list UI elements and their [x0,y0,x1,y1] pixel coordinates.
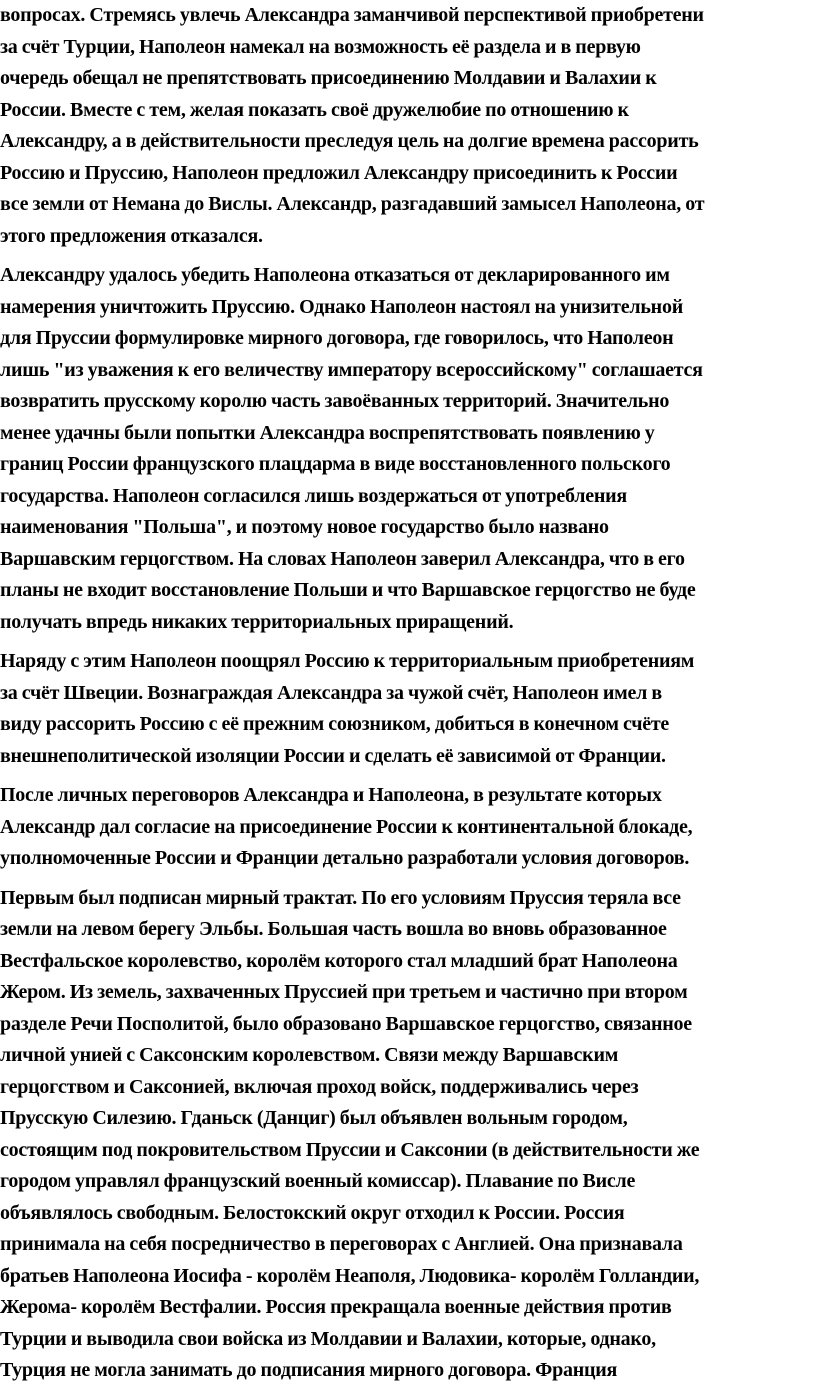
text-line: Жером. Из земель, захваченных Пруссией при третьем и частично при втором [0,981,688,1003]
text-line: России. Вместе с тем, желая показать своё дружелюбие по отношению к [0,98,629,121]
text-line: для Пруссии формулировке мирного договора, где говорилось, что Наполеон [0,327,674,349]
text-line: братьев Наполеона Иосифа - королём Неаполя, Людовика- королём Голландии, [0,1264,700,1287]
text-line: очередь обещал не препятствовать присоединению Молдавии и Валахии к [0,67,657,89]
text-line: этого предложения отказался. [0,224,263,247]
text-line: Александру удалось убедить Наполеона отказаться от декларированного им [0,264,670,286]
paragraph-2 [0,260,816,638]
text-line: намерения уничтожить Пруссию. Однако Наполеон настоял на унизительной [0,295,683,318]
text-line: Варшавским герцогством. На словах Наполеон заверил Александра, что в его [0,547,685,570]
paragraph-1 [0,0,816,252]
text-line: состоящим под покровительством Пруссии и Саксонии (в действительности же [0,1138,700,1161]
text-line: После личных переговоров Александра и Наполеона, в результате которых [0,784,662,806]
text-line: государства. Наполеон согласился лишь воздержаться от употребления [0,484,627,507]
text-line: планы не входит восстановление Польши и что Варшавское герцогство не буде [0,579,696,601]
text-line: за счёт Турции, Наполеон намекал на возможность её раздела и в первую [0,35,641,58]
text-line: Россию и Пруссию, Наполеон предложил Александру присоединить к России [0,161,678,184]
text-line: Вестфальское королевство, королём которого стал младший брат Наполеона [0,949,678,972]
text-line: внешнеполитической изоляции России и сделать её зависимой от Франции. [0,744,666,767]
text-line: объявлялось свободным. Белостокский округ отходил к России. Россия [0,1201,625,1224]
text-line: Первым был подписан мирный трактат. По его условиям Пруссия теряла все [0,886,681,909]
text-line: возвратить прусскому королю часть завоёванных территорий. Значительно [0,390,670,412]
text-line: Александр дал согласие на присоединение России к континентальной блокаде, [0,815,693,838]
text-line: Турция не могла занимать до подписания мирного договора. Франция [0,1359,618,1381]
text-line: городом управлял французский военный комиссар). Плавание по Висле [0,1170,636,1192]
text-line: уполномоченные России и Франции детально разработали условия договоров. [0,847,690,869]
paragraph-5 [0,883,816,1387]
text-line: лишь "из уважения к его величеству императору всероссийскому" соглашается [0,358,703,381]
text-line: Жерома- королём Вестфалии. Россия прекращала военные действия против [0,1296,672,1318]
text-line: вопросах. Стремясь увлечь Александра заманчивой перспективой приобретени [0,4,704,26]
text-line: земли на левом берегу Эльбы. Большая часть вошла во вновь образованное [0,918,667,940]
text-line: принимала на себя посредничество в переговорах с Англией. Она признавала [0,1233,683,1255]
text-line: границ России французского плацдарма в виде восстановленного польского [0,453,671,475]
text-line: Прусскую Силезию. Гданьск (Данциг) был объявлен вольным городом, [0,1107,628,1129]
text-line: менее удачны были попытки Александра воспрепятствовать появлению у [0,421,655,444]
text-line: Наряду с этим Наполеон поощрял Россию к территориальным приобретениям [0,650,695,672]
text-line: личной унией с Саксонским королевством. Связи между Варшавским [0,1044,619,1066]
text-line: наименования "Польша", и поэтому новое государство было названо [0,516,609,538]
text-line: за счёт Швеции. Вознаграждая Александра за чужой счёт, Наполеон имел в [0,681,662,704]
text-line: Турции и выводила свои войска из Молдавии и Валахии, которые, однако, [0,1327,656,1350]
text-line: все земли от Немана до Вислы. Александр, разгадавший замысел Наполеона, от [0,193,705,215]
paragraph-4 [0,780,816,875]
text-line: получать впредь никаких территориальных приращений. [0,610,514,633]
text-line: герцогством и Саксонией, включая проход войск, поддерживались через [0,1075,639,1098]
text-line: виду рассорить Россию с её прежним союзником, добиться в конечном счёте [0,713,670,735]
text-line: Александру, а в действительности преследуя цель на долгие времена рассорить [0,130,699,152]
text-line: разделе Речи Посполитой, было образовано Варшавское герцогство, связанное [0,1012,692,1035]
paragraph-3 [0,646,816,772]
